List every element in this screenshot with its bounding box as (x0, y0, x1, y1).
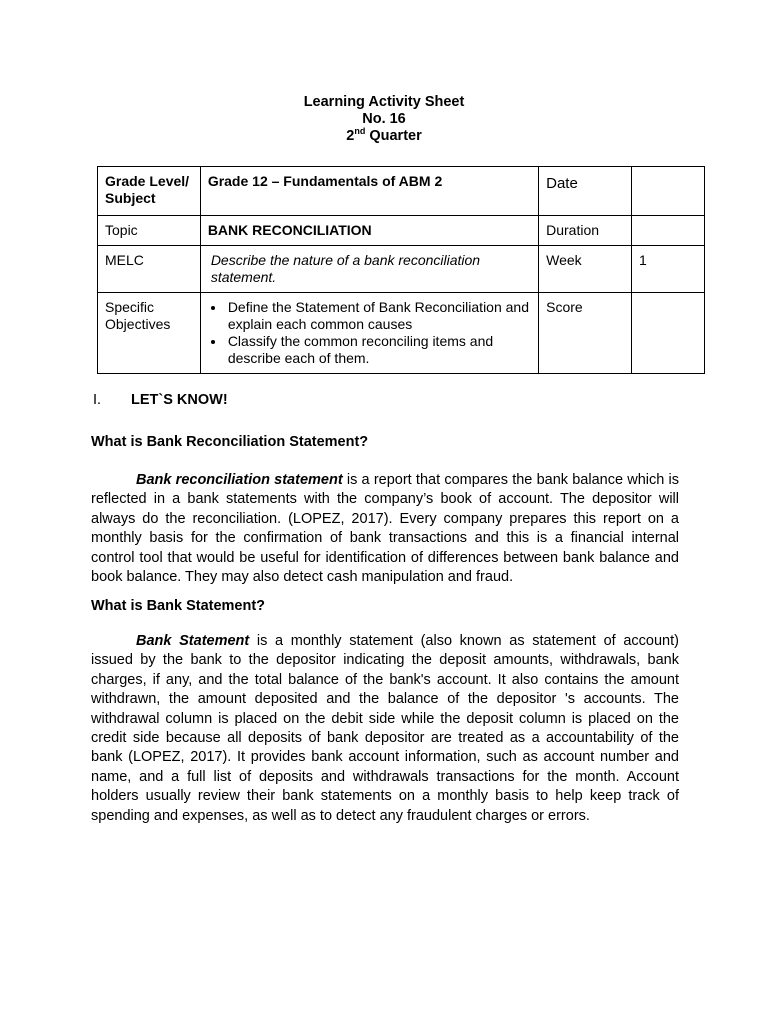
topic-value: BANK RECONCILIATION (200, 216, 538, 246)
grade-level-value: Grade 12 – Fundamentals of ABM 2 (200, 167, 538, 216)
objectives-cell (200, 293, 538, 374)
term-bank-statement: Bank Statement (136, 633, 250, 649)
score-label: Score (539, 293, 632, 374)
objectives-label: Specific Objectives (98, 293, 201, 374)
topic-label: Topic (98, 216, 201, 246)
table-row (98, 246, 705, 293)
info-table (97, 166, 705, 374)
quarter-line (0, 128, 768, 145)
table-row (98, 293, 705, 374)
objectives-list (208, 299, 531, 367)
title-block (0, 94, 768, 145)
paragraph-body: is a report that compares the bank balance which is reflected in a bank statements with the company’s book of account. The depositor will always do the reconciliation. (LOPEZ, 2017). Every company prepares this report on a monthly basis for the confirmation of bank transactions and this is a financial internal control tool that would be useful for identification of differences between bank balance and book balance. They may also detect cash manipulation and fraud. (91, 472, 680, 586)
paragraph-reconciliation (91, 471, 679, 587)
quarter-number: 2 (346, 128, 355, 144)
term-bank-reconciliation: Bank reconciliation statement (136, 472, 343, 488)
paragraph-statement (91, 632, 679, 826)
paragraph-body: is a monthly statement (also known as statement of account) issued by the bank to the depositor indicating the deposit amounts, withdrawals, bank charges, if any, and the total balance of the bank's account. It also contains the amount withdrawn, the amount deposited and the balance of the depositor 's accounts. The withdrawal column is placed on the debit side while the deposit column is placed on the credit side because all deposits of bank depositor are treated as a accountability of the bank (LOPEZ, 2017). It provides bank account information, such as account number and name, and a full list of deposits and withdrawals transactions for the month. Account holders usually review their bank statements on a monthly basis to help keep track of spending and expenses, as well as to detect any fraudulent charges or errors. (91, 633, 679, 824)
section-heading (93, 392, 228, 409)
table-row (98, 216, 705, 246)
table-row (98, 167, 705, 216)
section-label: LET`S KNOW! (131, 392, 228, 408)
question-heading-reconciliation: What is Bank Reconciliation Statement? (91, 434, 369, 450)
melc-value: Describe the nature of a bank reconciliation statement. (200, 246, 538, 293)
sheet-number: No. 16 (362, 111, 406, 127)
grade-level-label: Grade Level/ Subject (98, 167, 201, 216)
objective-item: • Classify the common reconciling items and describe each of them. (226, 333, 531, 367)
score-value (631, 293, 704, 374)
duration-label: Duration (539, 216, 632, 246)
melc-label: MELC (98, 246, 201, 293)
sheet-title: Learning Activity Sheet (303, 94, 465, 110)
duration-value (631, 216, 704, 246)
quarter-suffix: nd (354, 126, 366, 137)
question-heading-statement: What is Bank Statement? (91, 598, 266, 614)
week-label: Week (539, 246, 632, 293)
objective-item: • Define the Statement of Bank Reconciliation and explain each common causes (226, 299, 531, 333)
section-number: I. (93, 392, 102, 408)
week-value: 1 (631, 246, 704, 293)
quarter-word: Quarter (365, 128, 422, 144)
date-label: Date (539, 167, 632, 216)
date-value (631, 167, 704, 216)
